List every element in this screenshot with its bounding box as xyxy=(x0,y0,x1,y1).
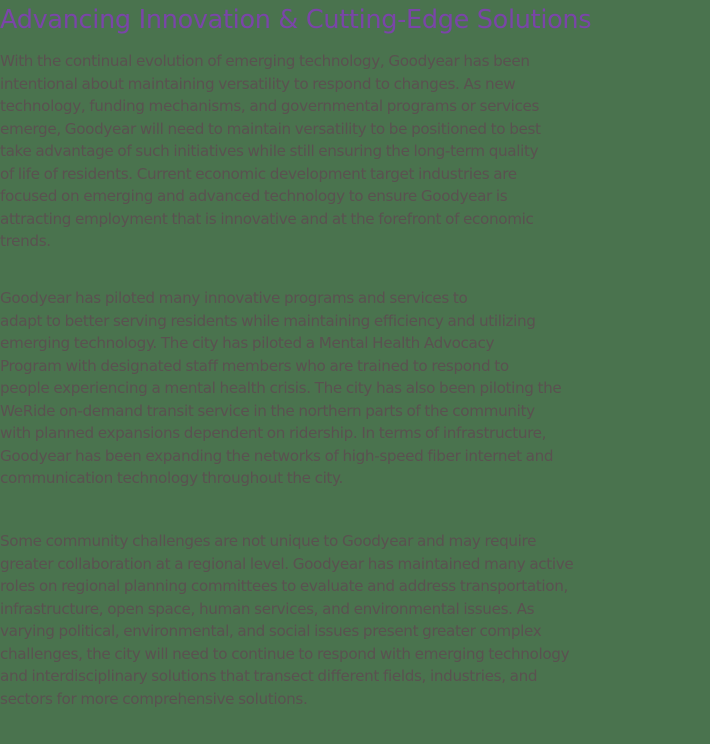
text-line: technology, funding mechanisms, and governmental programs or services xyxy=(0,97,540,115)
text-line: Some community challenges are not unique to Goodyear and may require xyxy=(0,532,537,550)
text-line: and interdisciplinary solutions that transect different fields, industries, and xyxy=(0,667,538,685)
text-line: of life of residents. Current economic development target industries are xyxy=(0,164,517,183)
text-line: with planned expansions dependent on ridership. In terms of infrastructure, xyxy=(0,424,547,442)
text-line: challenges, the city will need to continue to respond with emerging technology xyxy=(0,644,570,663)
text-line: Goodyear has piloted many innovative programs and services to xyxy=(0,289,468,307)
text-line: communication technology throughout the city. xyxy=(0,469,343,487)
text-line: Goodyear has been expanding the networks of high-speed fiber internet and xyxy=(0,446,554,465)
text-line: Program with designated staff members who are trained to respond to xyxy=(0,356,509,375)
text-line: attracting employment that is innovative and at the forefront of economic xyxy=(0,209,534,228)
text-line: trends. xyxy=(0,232,51,250)
text-line: adapt to better serving residents while maintaining efficiency and utilizing xyxy=(0,311,536,330)
text-line: people experiencing a mental health crisis. The city has also been piloting the xyxy=(0,379,562,397)
text-line: greater collaboration at a regional level. Goodyear has maintained many active xyxy=(0,554,574,573)
paragraph-pilot-programs xyxy=(0,287,561,490)
text-line: varying political, environmental, and social issues present greater complex xyxy=(0,622,542,640)
text-line: roles on regional planning committees to evaluate and address transportation, xyxy=(0,577,568,595)
text-line: infrastructure, open space, human services, and environmental issues. As xyxy=(0,599,535,618)
text-line: take advantage of such initiatives while still ensuring the long-term quality xyxy=(0,142,539,160)
paragraph-innovation-intro xyxy=(0,50,541,253)
text-line: emerging technology. The city has piloted a Mental Health Advocacy xyxy=(0,334,495,352)
text-line: emerge, Goodyear will need to maintain versatility to be positioned to best xyxy=(0,119,541,138)
section-title: Advancing Innovation & Cutting-Edge Solutions xyxy=(0,5,592,35)
paragraph-regional-collaboration xyxy=(0,530,573,710)
text-line: focused on emerging and advanced technology to ensure Goodyear is xyxy=(0,187,508,205)
text-line: intentional about maintaining versatility to respond to changes. As new xyxy=(0,74,516,93)
text-line: sectors for more comprehensive solutions. xyxy=(0,689,308,708)
text-line: WeRide on-demand transit service in the northern parts of the community xyxy=(0,401,535,420)
text-line: With the continual evolution of emerging technology, Goodyear has been xyxy=(0,52,530,70)
